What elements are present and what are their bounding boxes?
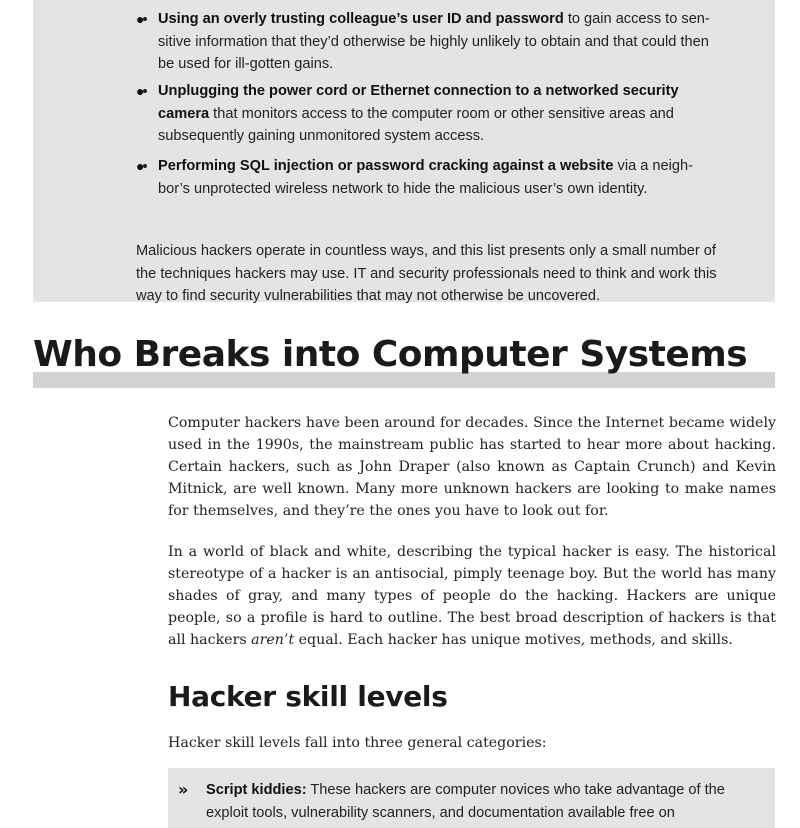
sidebar-item-bold: Performing SQL injection or password cracking against a website (158, 158, 614, 174)
sidebar-item-text: via a neigh- bor’s unprotected wireless network to hide the malicious user’s own identity. (158, 158, 694, 197)
sidebar-item-bold: Unplugging the power cord or Ethernet connection to a networked security camera (158, 83, 679, 122)
paragraph-text: equal. Each hacker has unique motives, methods, and skills. (294, 632, 733, 648)
sidebar-list-item (136, 8, 718, 76)
paragraph-text: In a world of black and white, describing the typical hacker is easy. The historical stereotype of a hacker is an antisocial, pimply teenage boy. But the world has many shades of gray, and many types of people do the hacking. Hackers are unique people, so a profile is hard to outline. The best broad description of hackers is that all hackers (168, 544, 776, 648)
sidebar-item-text: that monitors access to the computer room or other sensitive areas and subsequently gaining unmonitored system access. (158, 105, 674, 144)
skill-description: These hackers are computer novices who take advantage of the exploit tools, vulnerability scanners, and documentation available free on (206, 782, 725, 821)
bullet-icon: • ● (136, 158, 145, 174)
sidebar-item-bold: Using an overly trusting colleague’s user ID and password (158, 11, 564, 27)
body-paragraph (168, 541, 776, 651)
sidebar-closing-paragraph: Malicious hackers operate in countless ways, and this list presents only a small number of the techniques hackers may use. IT and security professionals need to think and work this way to find security vulnerabilities that may not otherwise be uncovered. (136, 243, 717, 304)
sidebar-list-item (136, 80, 718, 148)
skill-term: Script kiddies: (206, 782, 307, 798)
section-heading: Who Breaks into Computer Systems (33, 334, 748, 375)
emphasis-text: aren’t (251, 632, 295, 648)
skill-list-item (206, 779, 766, 824)
body-paragraph: Computer hackers have been around for decades. Since the Internet became widely used in the 1990s, the mainstream public has started to hear more about hacking. Certain hackers, such as John Draper (also known as Captain Crunch) and Kevin Mitnick, are well known. Many more unknown hackers are looking to make names for themselves, and they’re the ones you have to look out for. (168, 415, 776, 519)
bullet-icon: • ● (136, 11, 145, 27)
subsection-heading: Hacker skill levels (168, 680, 448, 713)
sidebar-list-item (136, 155, 718, 200)
chevron-right-icon: » (178, 780, 189, 799)
bullet-icon: • ● (136, 83, 145, 99)
intro-paragraph: Hacker skill levels fall into three general categories: (168, 735, 547, 751)
sidebar-item-text: to gain access to sen- sitive information that they’d otherwise be highly unlikely to obtain and that could then be used for ill-gotten gains. (158, 11, 710, 72)
